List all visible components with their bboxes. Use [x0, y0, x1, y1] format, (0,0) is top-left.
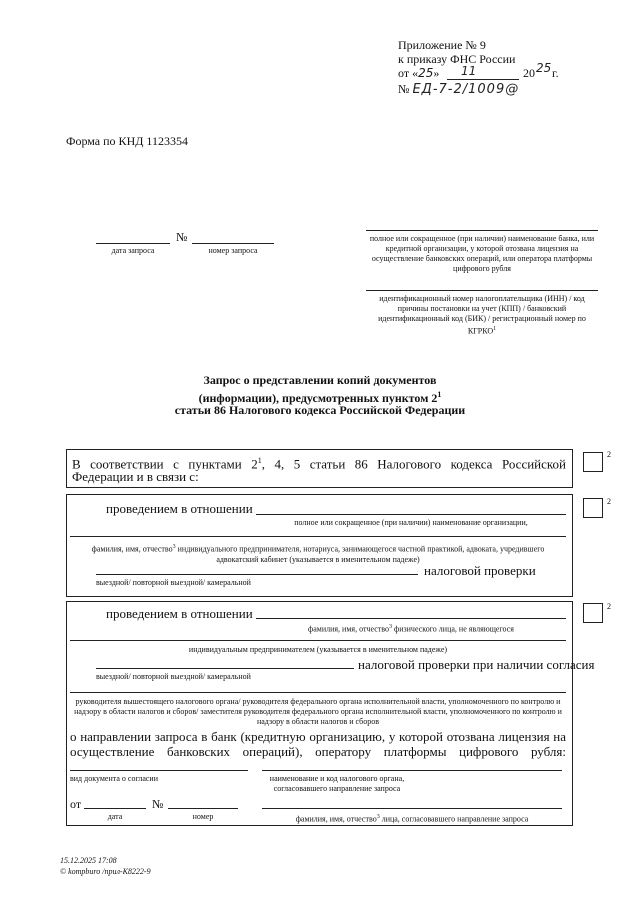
section2-hint-2: индивидуальным предпринимателем (указывается в именительном падеже) [188, 645, 448, 654]
section1-hint-1: полное или сокращенное (при наличии) наименование организации, [294, 518, 528, 527]
section1-footnote: 2 [607, 497, 611, 506]
section2-name-line [256, 618, 566, 619]
section2-line-2 [70, 640, 566, 641]
section2-type-hint: выездной/ повторной выездной/ камеральной [96, 672, 251, 681]
appendix-order: к приказу ФНС России [398, 52, 516, 66]
date-year-prefix: 20 [523, 66, 535, 80]
appendix-title: Приложение № 9 [398, 38, 486, 52]
date-month: 11 [461, 64, 477, 78]
footer-source [60, 867, 151, 877]
section2-hint-1 [256, 622, 566, 635]
section2-official-hint: руководителя вышестоящего налогового органа/ руководителя федерального органа исполнительной власти, уполномоченного по контролю и надзору в области налогов и сборов/ заместителя руководителя федерального органа исполнительной власти, уполномоченного по контролю и надзору в области налогов и сборов [74, 697, 562, 726]
section2-person-hint [262, 812, 562, 825]
section2-direction-1: о направлении запроса в банк (кредитную организацию, у которой отозвана лицензия на [70, 729, 566, 744]
section2-lead: проведением в отношении [106, 606, 253, 621]
section2-official-line [70, 692, 566, 693]
basis-text-1: В соответствии с пунктами 2 [72, 456, 258, 472]
basis-footnote: 2 [607, 450, 611, 459]
date-year: 25 [536, 61, 552, 75]
date-quote: » [433, 66, 440, 80]
section1-hint-2 [70, 542, 566, 565]
section1-checkbox[interactable] [583, 498, 603, 518]
section1-name-line [256, 514, 566, 515]
recipient-id-hint-text: идентификационный номер налогоплательщика (ИНН) / код причины постановки на учет (КПП) / банковский идентификационный код (БИК) / регистрационный номер по КГРКО [378, 294, 586, 336]
section2-from-label: от [70, 797, 82, 811]
section1-hint-2-text: фамилия, имя, отчество [91, 544, 173, 554]
title-line-3: статьи 86 Налогового кодекса Российской Федерации [174, 403, 466, 417]
basis-sup: 1 [257, 456, 262, 465]
section2-authority-hint: наименование и код налогового органа, согласовавшего направление запроса [269, 774, 405, 793]
section2-person-line [262, 808, 562, 809]
form-code: Форма по КНД 1123354 [66, 134, 188, 148]
section1-tail: налоговой проверки [424, 563, 536, 578]
section2-hint-1-sup: 3 [389, 624, 393, 630]
section1-line-2 [70, 536, 566, 537]
section2-number-hint: номер [192, 812, 214, 821]
section1-type-hint: выездной/ повторной выездной/ камеральной [96, 578, 251, 587]
section2-hint-1-rest: физического лица, не являющегося [392, 624, 514, 634]
section1-lead: проведением в отношении [106, 501, 253, 516]
title-line-2-text: (информации), предусмотренных пунктом 2 [198, 391, 438, 405]
section2-direction-2: осуществление банковских операций), оператору платформы цифрового рубля: [70, 744, 566, 759]
section2-hint-1-text: фамилия, имя, отчество [308, 624, 390, 634]
section2-tail: налоговой проверки при наличии согласия [358, 657, 595, 672]
request-date-label: дата запроса [111, 246, 155, 255]
title-sup: 1 [437, 390, 442, 399]
month-underline [447, 79, 519, 80]
footer-source-text: kompburo /npил-K8222-9 [68, 867, 151, 876]
section2-num-sign: № [152, 797, 164, 811]
recipient-id-line [366, 290, 598, 291]
section1-hint-2-rest: индивидуального предпринимателя, нотариуса, занимающегося частной практикой, адвоката, учредившего адвокатский кабинет (указывается в именительном падеже) [175, 544, 545, 564]
section2-doc-type-hint: вид документа о согласии [70, 774, 158, 783]
recipient-id-hint [366, 294, 598, 337]
number-sign: № [398, 82, 410, 96]
section2-footnote: 2 [607, 602, 611, 611]
basis-text-2: , 4, 5 статьи 86 Налогового кодекса Российской [261, 456, 567, 472]
section2-person-hint-rest: лица, согласовавшего направление запроса [379, 814, 529, 824]
section2-date-line [84, 808, 146, 809]
request-number-label: номер запроса [208, 246, 258, 255]
section2-type-line [96, 668, 354, 669]
section2-doc-type-line [70, 770, 248, 771]
request-number-line [192, 243, 274, 244]
recipient-id-hint-sup: 1 [493, 326, 497, 332]
basis-checkbox[interactable] [583, 452, 603, 472]
title-line-1: Запрос о представлении копий документов [203, 373, 437, 387]
section2-person-hint-sup: 3 [376, 814, 380, 820]
section2-number-line [168, 808, 238, 809]
order-number: ЕД-7-2/1009@ [412, 82, 520, 97]
section2-checkbox[interactable] [583, 603, 603, 623]
date-day: 25 [418, 66, 434, 80]
recipient-name-line [366, 230, 598, 231]
section1-type-line [96, 574, 418, 575]
date-year-suffix: г. [552, 66, 559, 80]
date-prefix: от « [398, 66, 419, 80]
request-date-line [96, 243, 170, 244]
footer-source-icon: © [60, 867, 67, 876]
footer-timestamp: 15.12.2025 17:08 [60, 856, 117, 865]
section2-authority-line [262, 770, 562, 771]
section2-person-hint-text: фамилия, имя, отчество [295, 814, 377, 824]
section2-date-hint: дата [107, 812, 123, 821]
request-number-sign: № [176, 230, 188, 244]
basis-text-line-2: Федерации и в связи с: [72, 469, 199, 484]
recipient-name-hint: полное или сокращенное (при наличии) наименование банка, или кредитной организации, у которой отозвана лицензия на осуществление банковских операций, или оператора платформы цифрового рубля [369, 234, 595, 273]
section1-hint-2-sup: 3 [172, 544, 176, 550]
appendix-number [398, 82, 519, 97]
